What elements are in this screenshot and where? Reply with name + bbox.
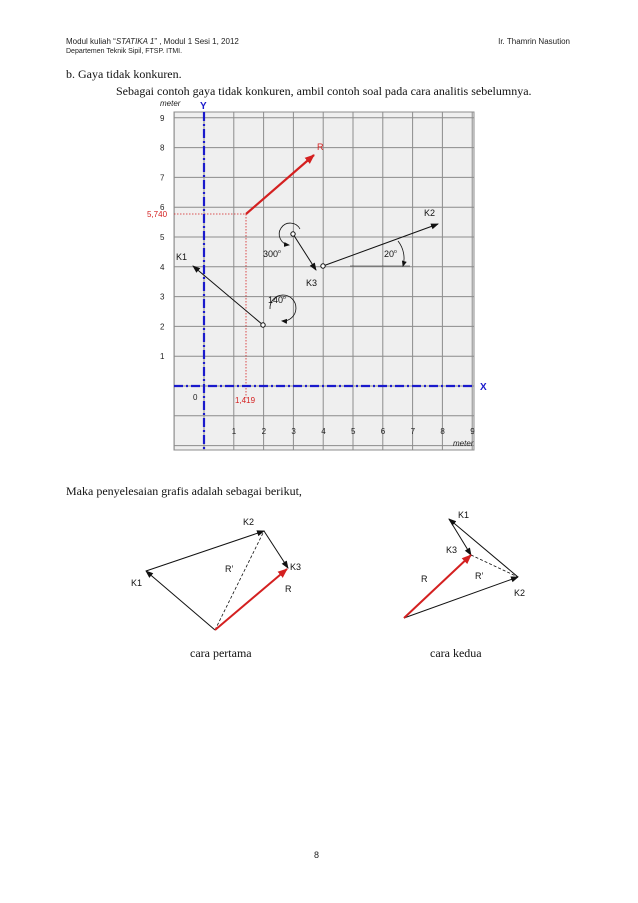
x-tick-label: 5: [351, 427, 356, 436]
header-author: Ir. Thamrin Nasution: [498, 37, 570, 46]
y-tick-label: 6: [160, 203, 165, 213]
k3-origin-point: [291, 232, 295, 236]
polygon-second-method: [404, 510, 525, 618]
x-axis-label: X: [480, 382, 487, 393]
p2-k3-label: K3: [446, 545, 458, 555]
x-tick-label: 8: [440, 427, 445, 436]
y-axis-label: Y: [200, 101, 207, 112]
section-intro: Sebagai contoh gaya tidak konkuren, ambil contoh soal pada cara analitis sebelumnya.: [116, 84, 532, 98]
p1-k1-vector: [146, 571, 215, 630]
angle-300-label: 300$^o$: [263, 249, 281, 259]
header-module-italic: STATIKA 1: [115, 37, 155, 46]
k3-label: K3: [306, 278, 318, 288]
p1-resultant-vector: [215, 569, 287, 630]
y-tick-label: 7: [160, 173, 165, 183]
angle-140-label: 140$^o$: [268, 295, 286, 305]
k2-origin-point: [321, 264, 325, 268]
p2-k1-vector: [449, 519, 518, 577]
y-tick-labels: [160, 114, 165, 361]
y-tick-label: 9: [160, 113, 165, 123]
p2-k1-label: K1: [458, 510, 470, 520]
force-polygons: [0, 500, 638, 670]
p1-r-prime-label: R’: [225, 564, 234, 574]
p1-r-label: R: [285, 584, 292, 594]
header-module-prefix: Modul kuliah “: [66, 37, 116, 46]
angle-20-label: 20$^o$: [384, 249, 397, 259]
y-tick-label: 1: [160, 352, 165, 362]
p1-r-prime-line: [215, 531, 264, 630]
x-tick-label: 6: [380, 427, 386, 436]
p1-k3-label: K3: [290, 562, 302, 572]
y-unit-label: meter: [160, 99, 181, 108]
x-tick-label: 1: [231, 427, 237, 436]
section-heading: b. Gaya tidak konkuren.: [66, 67, 182, 81]
closing-text: Maka penyelesaian grafis adalah sebagai berikut,: [66, 484, 302, 498]
polygon-first-method: [131, 517, 301, 630]
x-tick-label: 4: [321, 427, 326, 436]
y-tick-label: 5: [160, 233, 165, 242]
x-tick-label: 9: [470, 427, 475, 436]
k1-origin-point: [261, 323, 265, 327]
y-tick-label: 8: [160, 143, 165, 153]
x-tick-label: 3: [291, 427, 296, 436]
p1-k2-vector: [146, 531, 264, 571]
p2-r-prime-label: R’: [475, 571, 484, 581]
grid-background: [174, 112, 474, 450]
header-department: Departemen Teknik Sipil, FTSP. ITMI.: [66, 48, 183, 55]
k2-label: K2: [424, 208, 436, 218]
y-marker-label: 5,740: [147, 210, 168, 219]
p2-resultant-vector: [404, 555, 471, 618]
y-tick-label: 3: [160, 292, 165, 302]
p2-k2-label: K2: [514, 588, 526, 598]
caption-first-method: cara pertama: [190, 646, 252, 660]
x-tick-label: 7: [410, 427, 416, 436]
x-marker-label: 1,419: [235, 396, 256, 405]
header-module-suffix: ” , Modul 1 Sesi 1, 2012: [154, 37, 239, 46]
x-unit-label: meter: [453, 439, 474, 448]
origin-label: 0: [193, 393, 198, 402]
y-tick-label: 4: [160, 262, 165, 272]
page-number: 8: [314, 850, 320, 860]
p2-r-label: R: [421, 574, 428, 584]
p1-k2-label: K2: [243, 517, 255, 527]
p1-k3-vector: [264, 531, 288, 568]
resultant-label: R: [317, 142, 324, 152]
caption-second-method: cara kedua: [430, 646, 482, 660]
k1-label: K1: [176, 252, 188, 262]
y-tick-label: 2: [160, 322, 165, 332]
p1-k1-label: K1: [131, 578, 143, 588]
x-tick-label: 2: [261, 427, 267, 436]
